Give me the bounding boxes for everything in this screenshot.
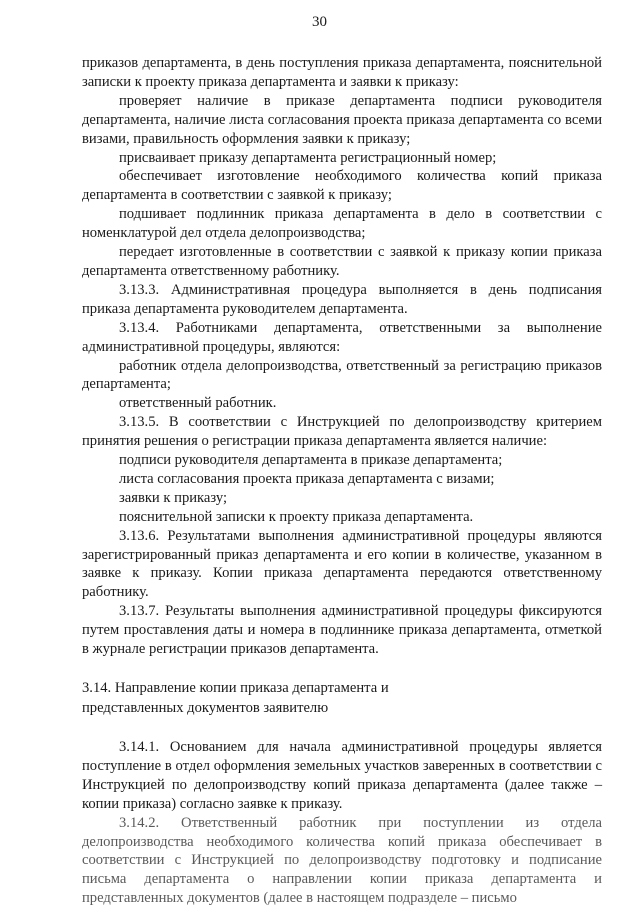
section-heading-line: 3.14. Направление копии приказа департамента и — [82, 680, 389, 696]
paragraph: 3.13.7. Результаты выполнения административной процедуры фиксируются путем проставления даты и номера в подлиннике приказа департамента, отметкой в журнале регистрации приказов департамента. — [82, 603, 602, 658]
paragraph: 3.13.6. Результатами выполнения административной процедуры являются зарегистрированный приказ департамента и его копии в количестве, указанном в заявке к приказу. Копии приказа департамента передаются ответственному работнику. — [82, 527, 602, 601]
page-number: 30 — [312, 14, 327, 30]
paragraph: ответственный работник. — [119, 395, 277, 412]
paragraph: 3.13.3. Административная процедура выполняется в день подписания приказа департамента руководителем департамента. — [82, 281, 602, 317]
paragraph: присваивает приказу департамента регистрационный номер; — [119, 149, 497, 166]
paragraph: обеспечивает изготовление необходимого количества копий приказа департамента в соответствии с заявкой к приказу; — [82, 168, 602, 204]
paragraph: передает изготовленные в соответствии с заявкой к приказу копии приказа департамента ответственному работнику. — [82, 244, 602, 279]
paragraph: заявки к приказу; — [119, 489, 228, 506]
paragraph: 3.14.1. Основанием для начала административной процедуры является поступление в отдел оформления земельных участков заверенных в соответствии с Инструкцией по делопроизводству копий приказа департамента (далее также – копии приказа) согласно заявке к приказу. — [82, 739, 602, 812]
document-body — [82, 54, 602, 908]
paragraph: пояснительной записки к проекту приказа департамента. — [119, 508, 474, 525]
section-heading — [82, 679, 602, 718]
paragraph: 3.13.5. В соответствии с Инструкцией по делопроизводству критерием принятия решения о регистрации приказа департамента является наличие: — [82, 414, 602, 450]
paragraph: работник отдела делопроизводства, ответственный за регистрацию приказов департамента; — [82, 357, 602, 393]
paragraph: проверяет наличие в приказе департамента подписи руководителя департамента, наличие листа согласования проекта приказа департамента со всеми визами, правильность оформления заявки к приказу; — [82, 92, 602, 147]
paragraph: подписи руководителя департамента в приказе департамента; — [119, 452, 503, 469]
paragraph: приказов департамента, в день поступления приказа департамента, пояснительной записки к проекту приказа департамента и заявки к приказу: — [82, 55, 602, 90]
paragraph: 3.14.2. Ответственный работник при поступлении из отдела делопроизводства необходимого количества копий приказа обеспечивает в соответствии с Инструкцией по делопроизводству подготовку и подписание письма департамента о направлении копии приказа департамента и представленных документов (далее в настоящем подразделе – письмо — [82, 814, 602, 907]
section-heading-line: представленных документов заявителю — [82, 699, 329, 716]
paragraph: 3.13.4. Работниками департамента, ответственными за выполнение административной процедуры, являются: — [82, 319, 602, 355]
paragraph: листа согласования проекта приказа департамента с визами; — [119, 470, 495, 487]
paragraph: подшивает подлинник приказа департамента в дело в соответствии с номенклатурой дел отдела делопроизводства; — [82, 206, 602, 242]
